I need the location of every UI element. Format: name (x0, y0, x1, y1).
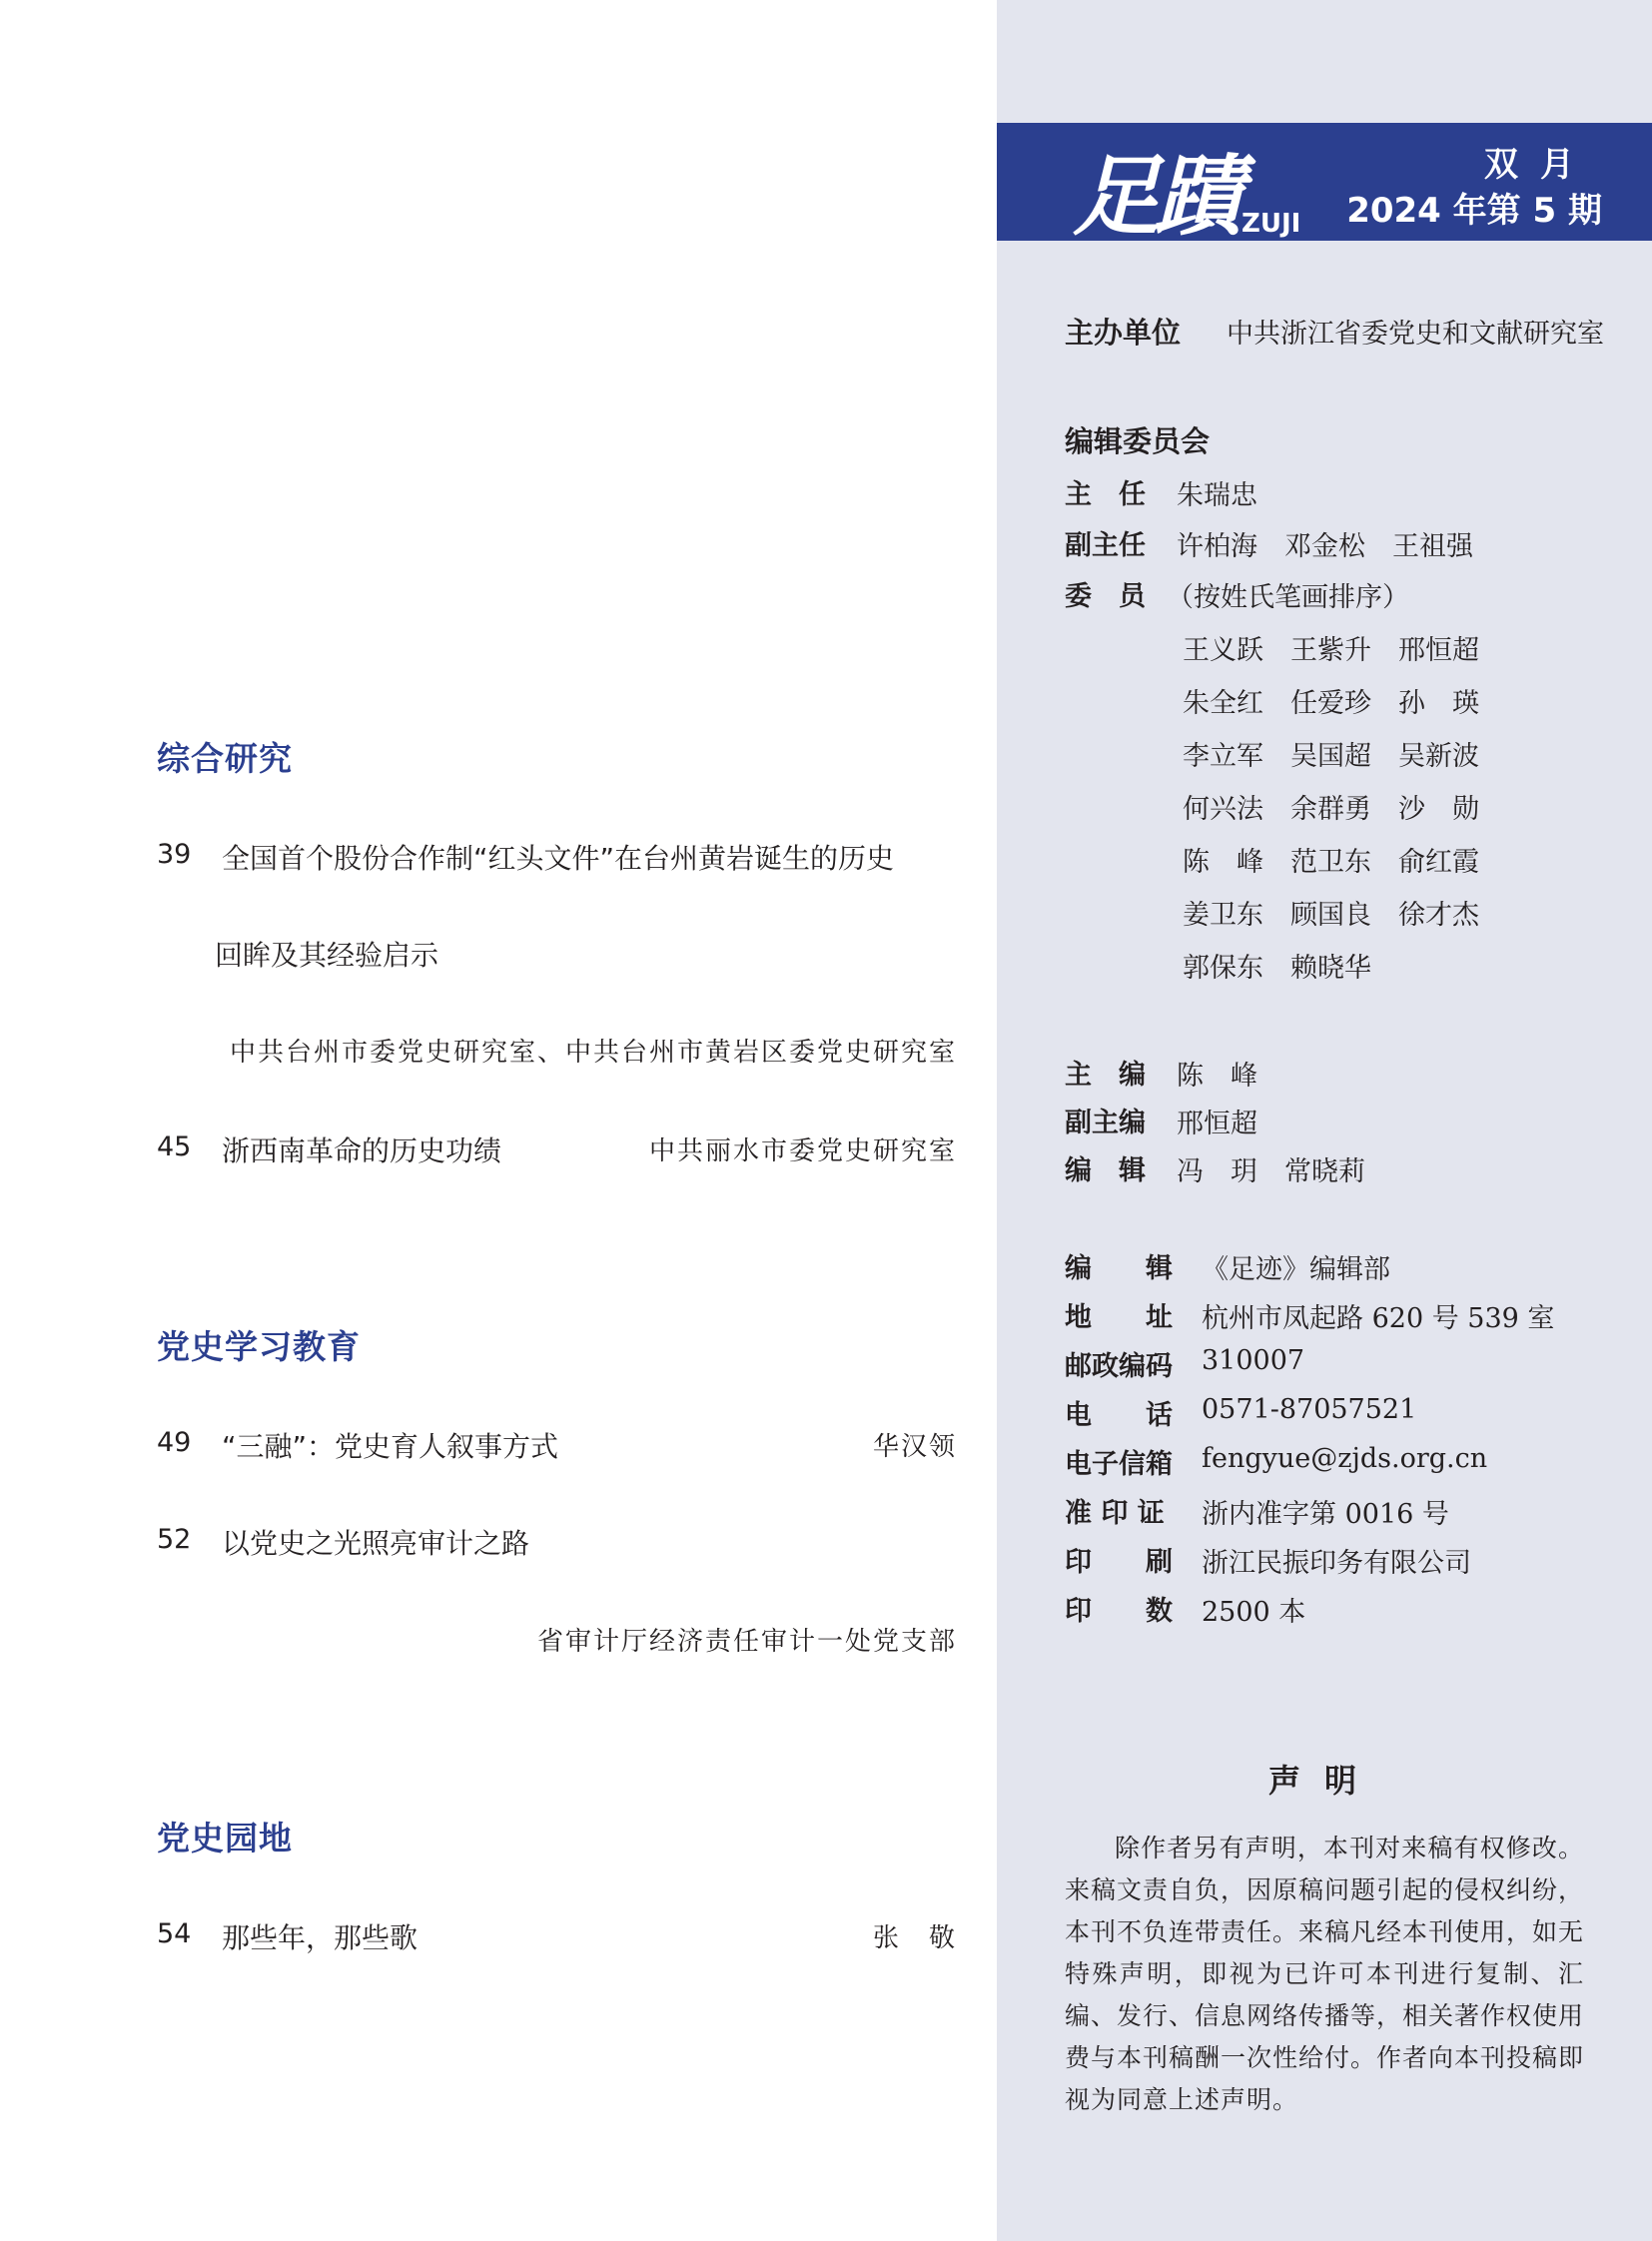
entry-title[interactable]: 那些年，那些歌 (222, 1921, 418, 1954)
chief-editor-label: 主 编 (1065, 1060, 1146, 1091)
contact-value-phone: 0571-87057521 (1202, 1394, 1417, 1425)
contact-value-print-run: 2500 本 (1202, 1597, 1306, 1628)
member-row: 何兴法 余群勇 沙 勋 (1183, 794, 1479, 825)
entry-title[interactable]: 浙西南革命的历史功绩 (222, 1134, 502, 1167)
entry-page-number: 45 (157, 1131, 192, 1162)
contact-value-printer: 浙江民振印务有限公司 (1202, 1548, 1471, 1579)
committee-title: 编辑委员会 (1065, 424, 1211, 458)
section-title-dangshi-yuandi: 党史园地 (157, 1819, 293, 1858)
member-row: 李立军 吴国超 吴新波 (1183, 741, 1479, 772)
contact-label-printer: 印 刷 (1065, 1547, 1173, 1578)
deputy-editor-name: 邢恒超 (1177, 1109, 1257, 1139)
member-row: 王义跃 王紫升 邢恒超 (1183, 635, 1479, 666)
contact-label-postcode: 邮政编码 (1065, 1351, 1173, 1382)
contact-value-editorial: 《足迹》编辑部 (1202, 1254, 1390, 1285)
entry-page-number: 49 (157, 1427, 192, 1458)
statement-body: 除作者另有声明，本刊对来稿有权修改。来稿文责自负，因原稿问题引起的侵权纠纷，本刊不负连带责任。来稿凡经本刊使用，如无特殊声明，即视为已许可本刊进行复制、汇编、发行、信息网络传播等，相关著作权使用费与本刊稿酬一次性给付。作者向本刊投稿即视为同意上述声明。 (1065, 1834, 1585, 2114)
entry-title[interactable]: 全国首个股份合作制“红头文件”在台州黄岩诞生的历史 (222, 842, 895, 875)
entry-author: 中共台州市委党史研究室、中共台州市黄岩区委党史研究室 (229, 1038, 957, 1068)
deputy-director-names: 许柏海 邓金松 王祖强 (1177, 531, 1473, 562)
journal-logo-latin: ZUJI (1241, 209, 1301, 239)
sponsor-label: 主办单位 (1065, 316, 1182, 350)
section-title-dangshi-xuexi: 党史学习教育 (157, 1327, 361, 1366)
member-row: 陈 峰 范卫东 俞红霞 (1183, 847, 1479, 878)
editor-names: 冯 玥 常晓莉 (1177, 1156, 1365, 1187)
entry-page-number: 52 (157, 1524, 192, 1555)
journal-logo: 足蹟 (1073, 144, 1238, 248)
contact-label-print-run: 印 数 (1065, 1596, 1173, 1627)
statement-title: 声明 (1267, 1762, 1380, 1800)
issue-number: 2024 年第 5 期 (1346, 191, 1602, 231)
contact-value-address: 杭州市凤起路 620 号 539 室 (1202, 1303, 1555, 1334)
section-title-zonghe: 综合研究 (157, 739, 293, 778)
entry-title[interactable]: “三融”：党史育人叙事方式 (222, 1430, 559, 1463)
contact-label-address: 地 址 (1065, 1302, 1173, 1333)
member-row: 姜卫东 顾国良 徐才杰 (1183, 900, 1479, 931)
members-label: 委 员 (1065, 581, 1146, 612)
member-row: 郭保东 赖晓华 (1183, 953, 1371, 984)
members-note: （按姓氏笔画排序） (1167, 582, 1409, 613)
entry-author: 张 敬 (872, 1923, 957, 1953)
member-row: 朱全红 任爱珍 孙 瑛 (1183, 688, 1479, 719)
sponsor-value: 中共浙江省委党史和文献研究室 (1227, 319, 1604, 350)
director-name: 朱瑞忠 (1177, 480, 1257, 511)
contact-value-permit: 浙内准字第 0016 号 (1202, 1499, 1449, 1530)
chief-editor-name: 陈 峰 (1177, 1061, 1257, 1092)
masthead-panel (997, 0, 1652, 2241)
entry-title[interactable]: 以党史之光照亮审计之路 (222, 1527, 530, 1560)
entry-page-number: 39 (157, 839, 192, 870)
publication-frequency: 双月 (1484, 145, 1596, 185)
contact-value-postcode: 310007 (1202, 1345, 1305, 1376)
contact-label-editorial: 编 辑 (1065, 1253, 1173, 1284)
contact-label-permit: 准 印 证 (1065, 1498, 1165, 1529)
contact-value-email[interactable]: fengyue@zjds.org.cn (1202, 1443, 1488, 1474)
entry-author: 省审计厅经济责任审计一处党支部 (536, 1627, 957, 1657)
contact-label-email: 电子信箱 (1065, 1449, 1173, 1480)
director-label: 主 任 (1065, 479, 1146, 510)
journal-masthead (997, 123, 1652, 248)
deputy-editor-label: 副主编 (1065, 1108, 1146, 1138)
entry-page-number: 54 (157, 1918, 192, 1949)
contact-label-phone: 电 话 (1065, 1400, 1173, 1431)
entry-author: 中共丽水市委党史研究室 (648, 1136, 957, 1166)
entry-title-continued[interactable]: 回眸及其经验启示 (215, 939, 439, 972)
editor-label: 编 辑 (1065, 1155, 1146, 1186)
deputy-director-label: 副主任 (1065, 530, 1146, 561)
entry-author: 华汉领 (872, 1432, 957, 1462)
